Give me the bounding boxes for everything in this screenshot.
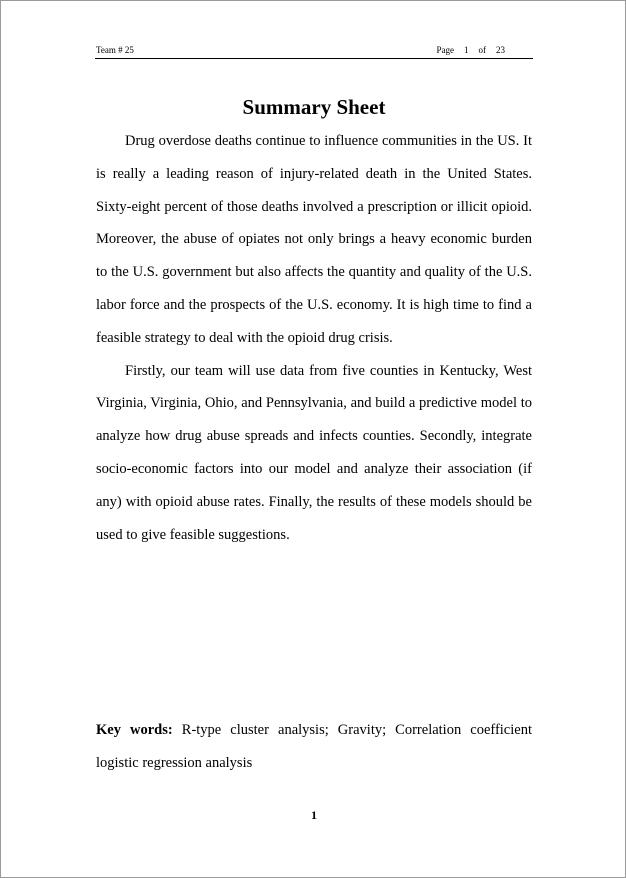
- page-current: 1: [464, 45, 469, 55]
- footer-page-number: 1: [311, 808, 317, 822]
- team-number: Team # 25: [96, 45, 134, 55]
- page-header: [95, 45, 533, 59]
- page-indicator: [437, 45, 506, 56]
- keywords-text: R-type cluster analysis; Gravity; Correlation coefficient logistic regression analysis: [96, 722, 532, 771]
- page-label: Page: [436, 45, 454, 55]
- page-total: 23: [496, 45, 505, 55]
- page-title: Summary Sheet: [242, 95, 386, 119]
- keywords-section: [96, 714, 532, 780]
- keywords-label: Key words:: [96, 722, 173, 738]
- summary-paragraph-1: Drug overdose deaths continue to influence communities in the US. It is really a leading reason of injury-related death in the United States. Sixty-eight percent of those deaths involved a prescription or illicit opioid. Moreover, the abuse of opiates not only brings a heavy economic burden to the U.S. government but also affects the quantity and quality of the U.S. labor force and the prospects of the U.S. economy. It is high time to find a feasible strategy to deal with the opioid drug crisis.: [96, 133, 532, 346]
- page-of: of: [478, 45, 486, 55]
- summary-paragraph-2: Firstly, our team will use data from five counties in Kentucky, West Virginia, Virginia, Ohio, and Pennsylvania, and build a predictive model to analyze how drug abuse spreads and infects counties. Secondly, integrate socio-economic factors into our model and analyze their association (if any) with opioid abuse rates. Finally, the results of these models should be used to give feasible suggestions.: [96, 362, 532, 543]
- summary-body: [96, 125, 532, 551]
